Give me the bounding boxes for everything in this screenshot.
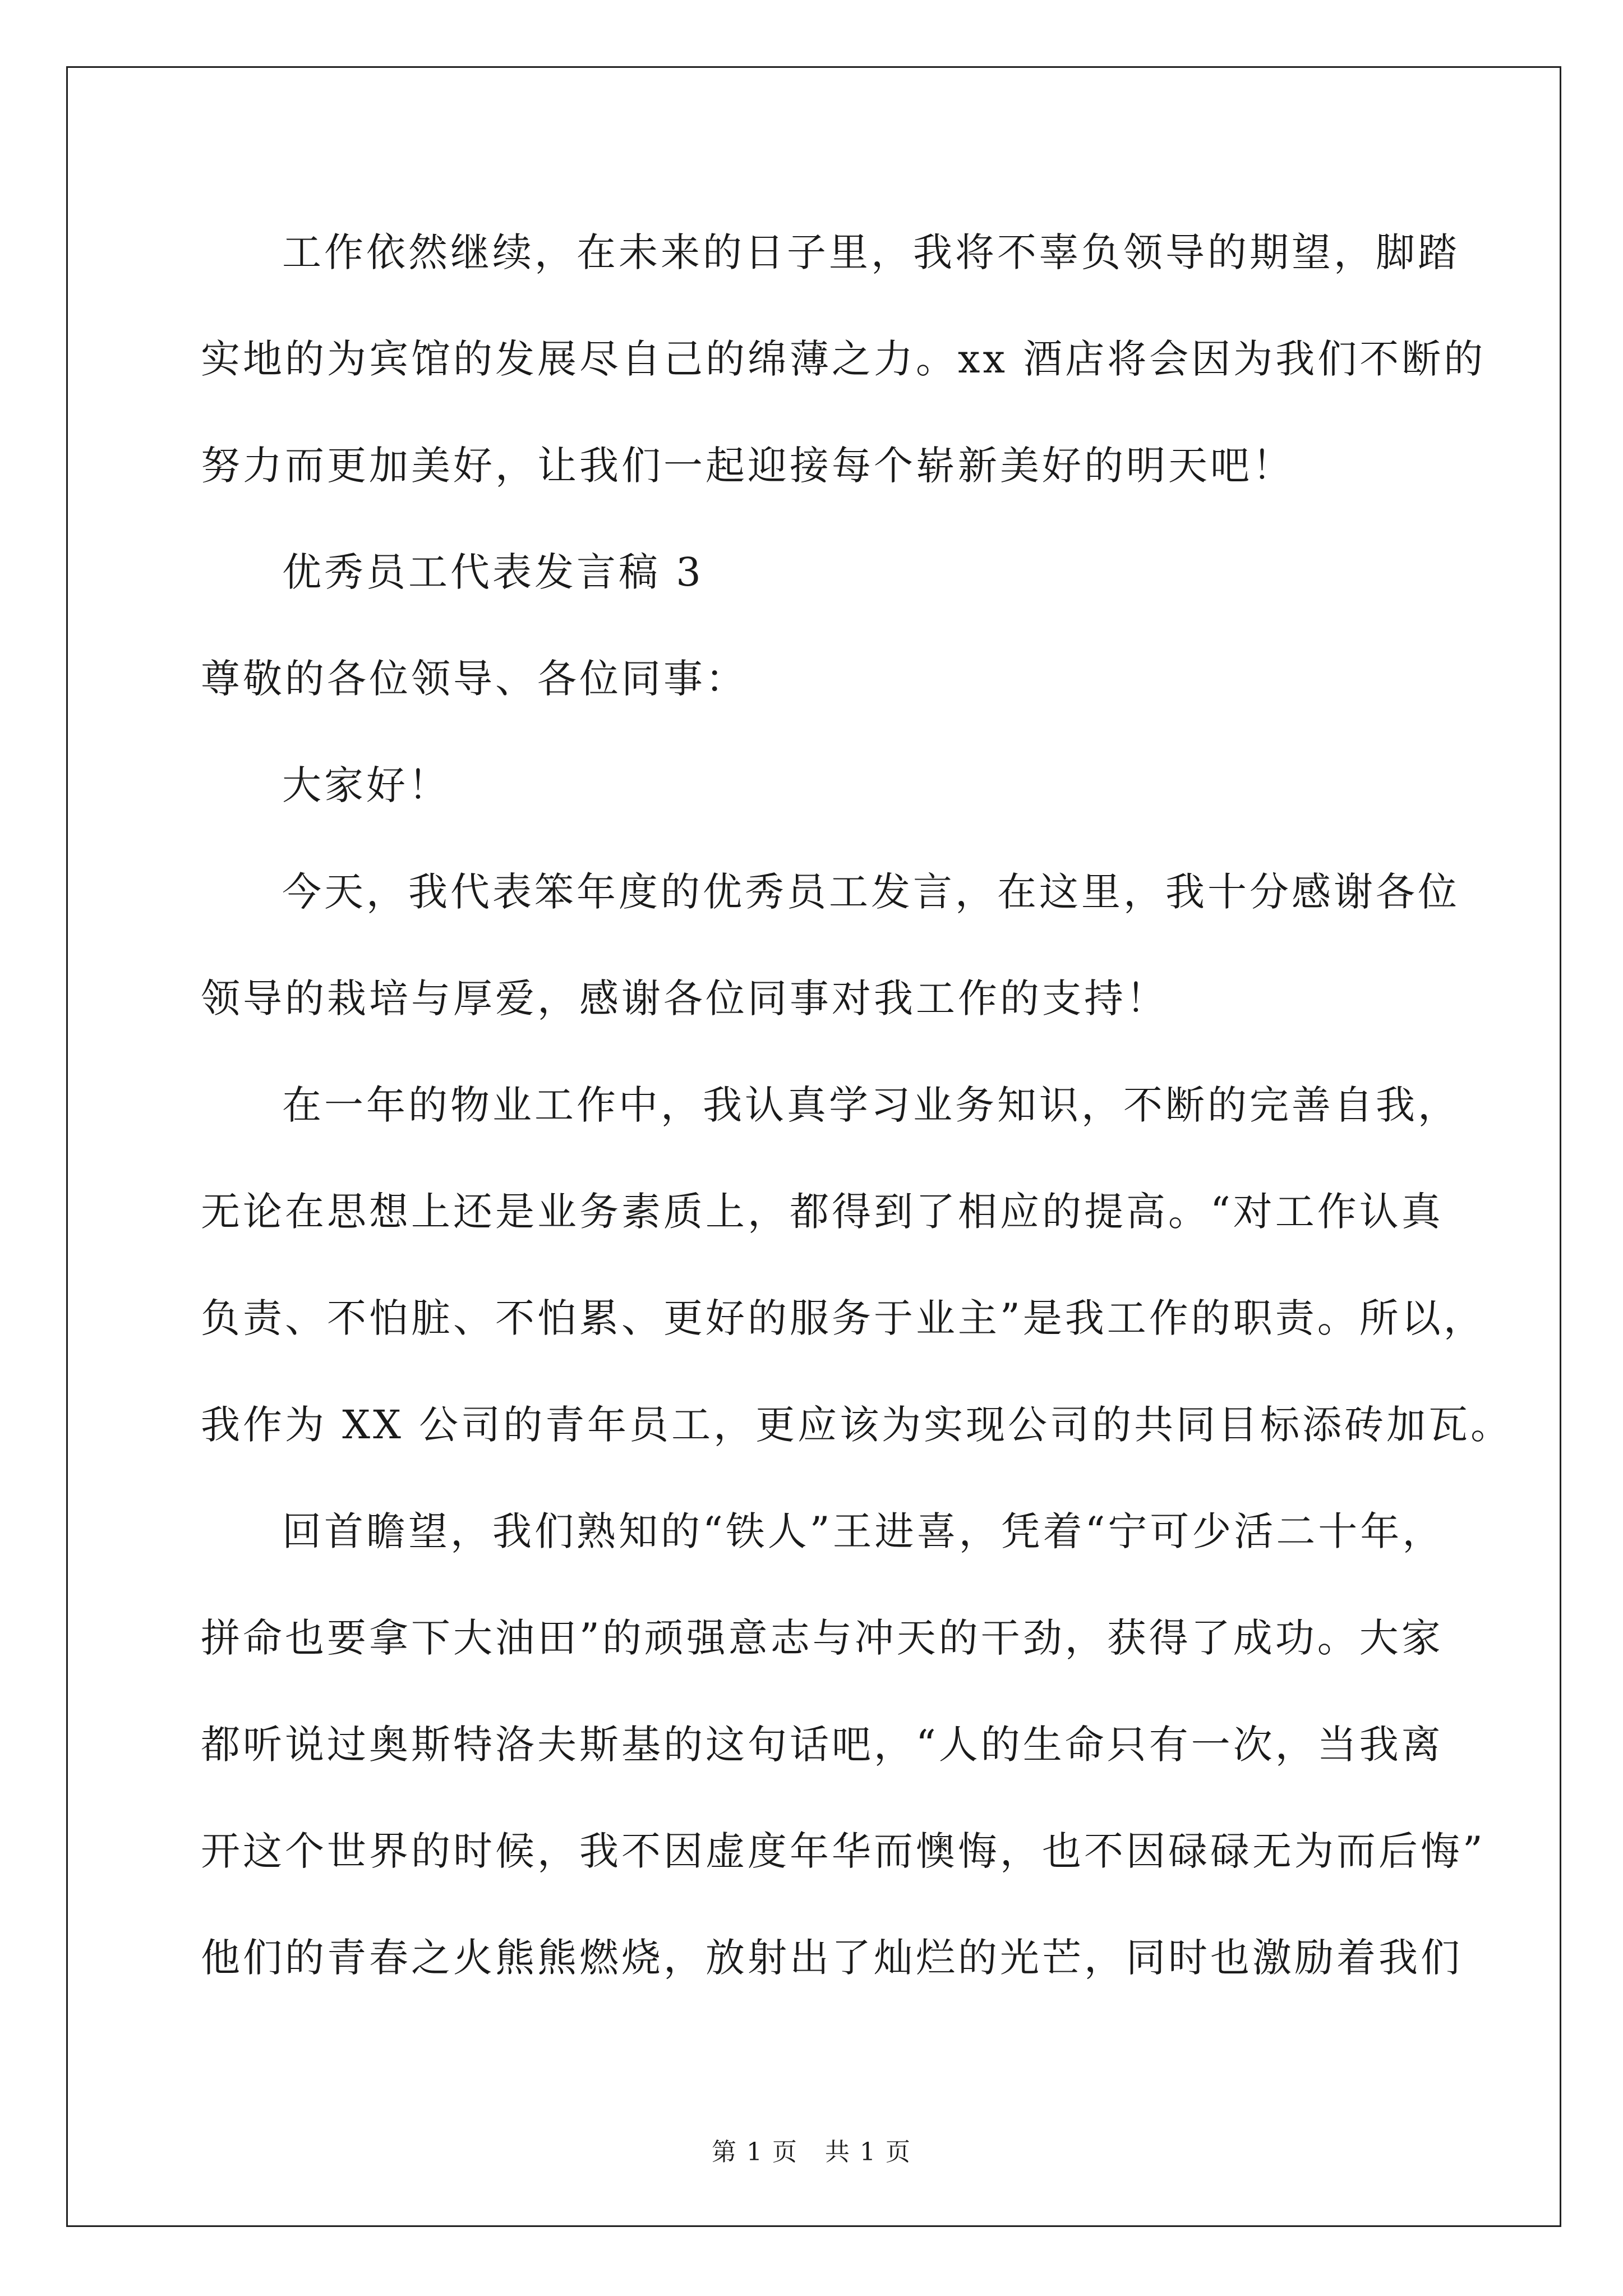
text-line: 开这个世界的时候，我不因虚度年华而懊悔，也不因碌碌无为而后悔” [201,1828,1486,1874]
text-line: 回首瞻望，我们熟知的“铁人”王进喜，凭着“宁可少活二十年， [282,1508,1445,1554]
text-line: 努力而更加美好，让我们一起迎接每个崭新美好的明天吧！ [201,443,1294,489]
text-line: 负责、不怕脏、不怕累、更好的服务于业主”是我工作的职责。所以， [201,1295,1486,1341]
salutation: 尊敬的各位领导、各位同事： [201,656,748,702]
text-line: 无论在思想上还是业务素质上，都得到了相应的提高。“对工作认真 [201,1189,1444,1235]
text-line: 领导的栽培与厚爱，感谢各位同事对我工作的支持！ [201,976,1168,1022]
text-line: 在一年的物业工作中，我认真学习业务知识，不断的完善自我， [282,1082,1460,1128]
text-line: 都听说过奥斯特洛夫斯基的这句话吧，“人的生命只有一次，当我离 [201,1722,1444,1768]
text-line: 今天，我代表笨年度的优秀员工发言，在这里，我十分感谢各位 [282,869,1460,915]
text-line: 他们的青春之火熊熊燃烧，放射出了灿烂的光芒，同时也激励着我们 [201,1935,1463,1981]
text-line: 工作依然继续，在未来的日子里，我将不辜负领导的期望，脚踏 [282,229,1460,275]
section-heading: 优秀员工代表发言稿 3 [282,549,704,595]
greeting: 大家好！ [282,762,450,808]
page-number-footer: 第 1 页 共 1 页 [712,2138,911,2166]
text-line: 实地的为宾馆的发展尽自己的绵薄之力。xx 酒店将会因为我们不断的 [201,336,1486,382]
document-body [201,213,1513,2025]
text-line: 我作为 XX 公司的青年员工，更应该为实现公司的共同目标添砖加瓦。 [201,1402,1513,1448]
text-line: 拼命也要拿下大油田”的顽强意志与冲天的干劲，获得了成功。大家 [201,1615,1444,1661]
